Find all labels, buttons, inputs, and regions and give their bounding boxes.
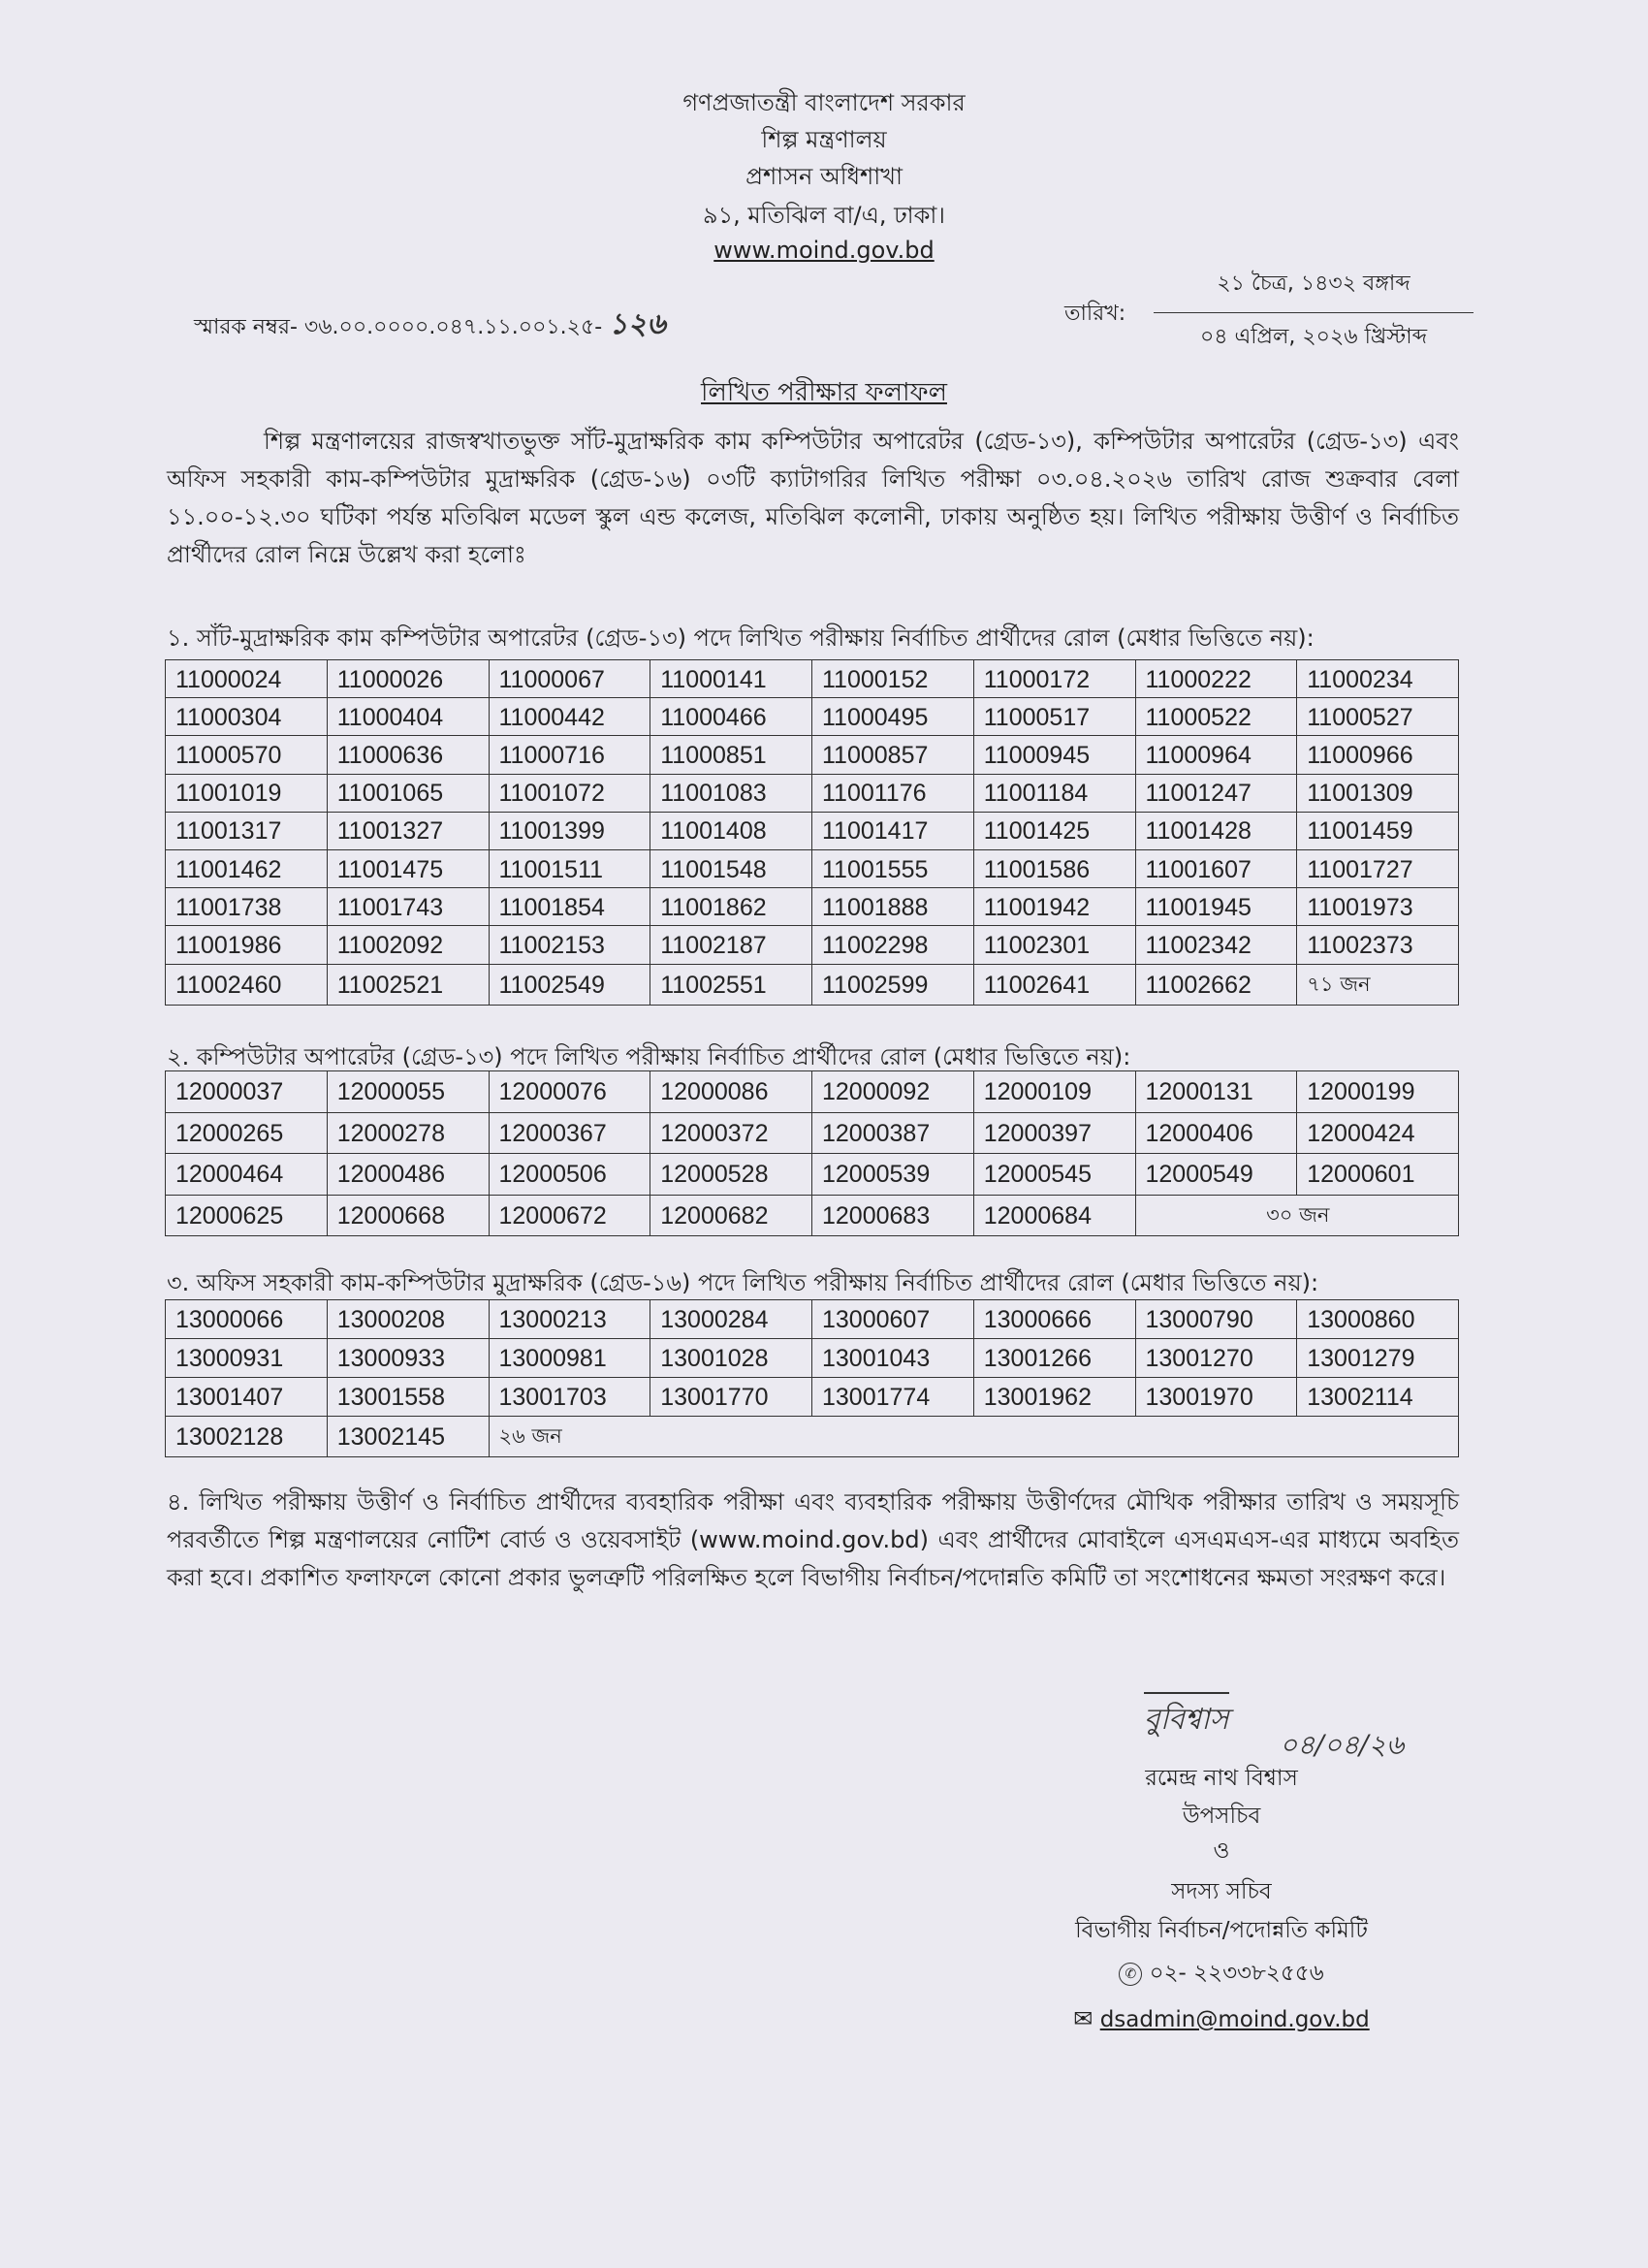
table-row — [166, 888, 1459, 926]
website-link[interactable]: www.moind.gov.bd — [713, 237, 935, 264]
roll-number-cell: 11002599 — [812, 964, 974, 1005]
roll-number-cell: 11000636 — [327, 736, 489, 774]
roll-number-cell: 12000265 — [166, 1112, 328, 1154]
roll-number-cell: 13000860 — [1297, 1300, 1459, 1339]
roll-number-cell: 11000570 — [166, 736, 328, 774]
roll-table-1 — [165, 659, 1459, 1006]
roll-number-cell: 12000506 — [489, 1154, 650, 1196]
roll-number-cell: 12000367 — [489, 1112, 650, 1154]
roll-number-cell: 11001973 — [1297, 888, 1459, 926]
page-title: লিখিত পরীক্ষার ফলাফল — [701, 378, 947, 407]
roll-number-cell: 11002301 — [973, 926, 1135, 964]
mail-icon: ✉ — [1073, 2005, 1093, 2032]
signatory-name: রমেন্দ্র নাথ বিশ্বাস — [1145, 1766, 1298, 1791]
roll-number-cell: 13001043 — [812, 1339, 974, 1378]
email-link[interactable]: dsadmin@moind.gov.bd — [1099, 2007, 1370, 2032]
roll-number-cell: 11000141 — [650, 660, 812, 698]
roll-number-cell: 11002153 — [489, 926, 650, 964]
roll-number-cell: 11002460 — [166, 964, 328, 1005]
roll-number-cell: 13000607 — [812, 1300, 974, 1339]
intro-paragraph: শিল্প মন্ত্রণালয়ের রাজস্বখাতভুক্ত সাঁট-মুদ্রাক্ষরিক কাম কম্পিউটার অপারেটর (গ্রেড-১৩), কম্পিউটার অপারেটর (গ্রেড-১৩) এবং অফিস সহকারী কাম-কম্পিউটার মুদ্রাক্ষরিক (গ্রেড-১৬) ০৩টি ক্যাটাগরির লিখিত পরীক্ষা ০৩.০৪.২০২৬ তারিখ রোজ শুক্রবার বেলা ১১.০০-১২.৩০ ঘটিকা পর্যন্ত মতিঝিল মডেল স্কুল এন্ড কলেজ, মতিঝিল কলোনী, ঢাকায় অনুষ্ঠিত হয়। লিখিত পরীক্ষায় উত্তীর্ণ ও নির্বাচিত প্রার্থীদের রোল নিম্নে উল্লেখ করা হলোঃ — [167, 428, 1459, 568]
roll-number-cell: 11002092 — [327, 926, 489, 964]
roll-number-cell: 11001986 — [166, 926, 328, 964]
roll-number-cell: 11001083 — [650, 774, 812, 812]
roll-number-cell: 11000964 — [1135, 736, 1297, 774]
roll-number-cell: 11001586 — [973, 849, 1135, 887]
handwritten-signature: বুবিশ্বাস — [1144, 1692, 1229, 1745]
table-row — [166, 698, 1459, 736]
roll-number-cell: 11000152 — [812, 660, 974, 698]
phone-line — [1028, 1955, 1415, 1993]
roll-number-cell: 11001309 — [1297, 774, 1459, 812]
roll-number-cell: 12000528 — [650, 1154, 812, 1196]
roll-number-cell: 11000442 — [489, 698, 650, 736]
roll-number-cell: 13001279 — [1297, 1339, 1459, 1378]
roll-number-cell: 11001019 — [166, 774, 328, 812]
roll-number-cell: 12000076 — [489, 1071, 650, 1113]
phone-icon: ✆ — [1119, 1963, 1142, 1986]
ministry-name: শিল্প মন্ত্রণালয় — [761, 126, 887, 153]
total-count-cell: ৩০ জন — [1135, 1195, 1459, 1236]
roll-number-cell: 11000857 — [812, 736, 974, 774]
roll-number-cell: 13000208 — [327, 1300, 489, 1339]
table-row — [166, 1071, 1459, 1113]
roll-number-cell: 11001408 — [650, 812, 812, 849]
roll-table-3 — [165, 1299, 1459, 1457]
phone-number: ০২- ২২৩৩৮২৫৫৬ — [1149, 1961, 1324, 1986]
section-1-heading: ১. সাঁট-মুদ্রাক্ষরিক কাম কম্পিউটার অপারেটর (গ্রেড-১৩) পদে লিখিত পরীক্ষায় নির্বাচিত প্রার্থীদের রোল (মেধার ভিত্তিতে নয়): — [167, 624, 1315, 652]
roll-number-cell: 11000851 — [650, 736, 812, 774]
roll-number-cell: 13001407 — [166, 1378, 328, 1417]
roll-number-cell: 11000945 — [973, 736, 1135, 774]
roll-number-cell: 11001511 — [489, 849, 650, 887]
signatory-role: সদস্য সচিব — [1171, 1879, 1272, 1904]
table-row — [166, 736, 1459, 774]
email-line — [1028, 2005, 1415, 2032]
roll-number-cell: 11000966 — [1297, 736, 1459, 774]
roll-number-cell: 13000666 — [973, 1300, 1135, 1339]
table-row — [166, 1417, 1459, 1457]
roll-number-cell: 12000682 — [650, 1195, 812, 1236]
roll-number-cell: 11001555 — [812, 849, 974, 887]
roll-number-cell: 11001743 — [327, 888, 489, 926]
roll-number-cell: 12000092 — [812, 1071, 974, 1113]
memo-label: স্মারক নম্বর- ৩৬.০০.০০০০.০৪৭.১১.০০১.২৫- — [194, 315, 603, 339]
handwritten-signature-date: ০৪/০৪/২৬ — [1280, 1729, 1405, 1761]
roll-number-cell: 11002549 — [489, 964, 650, 1005]
roll-number-cell: 12000672 — [489, 1195, 650, 1236]
roll-number-cell: 12000372 — [650, 1112, 812, 1154]
roll-number-cell: 11000172 — [973, 660, 1135, 698]
roll-number-cell: 11002187 — [650, 926, 812, 964]
roll-number-cell: 11001607 — [1135, 849, 1297, 887]
roll-number-cell: 11000067 — [489, 660, 650, 698]
roll-number-cell: 12000131 — [1135, 1071, 1297, 1113]
roll-number-cell: 13002114 — [1297, 1378, 1459, 1417]
roll-number-cell: 11001854 — [489, 888, 650, 926]
roll-number-cell: 11001727 — [1297, 849, 1459, 887]
table-row — [166, 1339, 1459, 1378]
section-3-heading: ৩. অফিস সহকারী কাম-কম্পিউটার মুদ্রাক্ষরিক (গ্রেড-১৬) পদে লিখিত পরীক্ষায় নির্বাচিত প্রার্থীদের রোল (মেধার ভিত্তিতে নয়): — [167, 1269, 1319, 1296]
memo-handwritten-number: ১২৬ — [609, 307, 666, 341]
roll-number-cell: 11000026 — [327, 660, 489, 698]
table-row — [166, 1154, 1459, 1196]
roll-number-cell: 12000683 — [812, 1195, 974, 1236]
roll-number-cell: 11000404 — [327, 698, 489, 736]
roll-number-cell: 12000464 — [166, 1154, 328, 1196]
roll-number-cell: 11001862 — [650, 888, 812, 926]
government-name: গণপ্রজাতন্ত্রী বাংলাদেশ সরকার — [682, 89, 966, 116]
date-bangla: ২১ চৈত্র, ১৪৩২ বঙ্গাব্দ — [1217, 272, 1410, 296]
roll-number-cell: 11001548 — [650, 849, 812, 887]
roll-number-cell: 13000931 — [166, 1339, 328, 1378]
roll-number-cell: 13000933 — [327, 1339, 489, 1378]
roll-number-cell: 13001266 — [973, 1339, 1135, 1378]
roll-number-cell: 13001962 — [973, 1378, 1135, 1417]
roll-number-cell: 12000424 — [1297, 1112, 1459, 1154]
roll-number-cell: 11001417 — [812, 812, 974, 849]
roll-number-cell: 12000601 — [1297, 1154, 1459, 1196]
roll-number-cell: 11002342 — [1135, 926, 1297, 964]
roll-number-cell: 11001738 — [166, 888, 328, 926]
roll-number-cell: 13002128 — [166, 1417, 328, 1457]
table-row — [166, 1300, 1459, 1339]
table-row — [166, 660, 1459, 698]
roll-number-cell: 11001945 — [1135, 888, 1297, 926]
roll-number-cell: 11002373 — [1297, 926, 1459, 964]
roll-number-cell: 12000625 — [166, 1195, 328, 1236]
date-divider — [1154, 312, 1474, 313]
roll-number-cell: 11002641 — [973, 964, 1135, 1005]
roll-number-cell: 11002551 — [650, 964, 812, 1005]
roll-number-cell: 13001970 — [1135, 1378, 1297, 1417]
roll-number-cell: 11002298 — [812, 926, 974, 964]
roll-number-cell: 11000716 — [489, 736, 650, 774]
roll-number-cell: 11000466 — [650, 698, 812, 736]
roll-number-cell: 13001028 — [650, 1339, 812, 1378]
roll-number-cell: 13000981 — [489, 1339, 650, 1378]
roll-number-cell: 11001888 — [812, 888, 974, 926]
roll-number-cell: 11001399 — [489, 812, 650, 849]
roll-number-cell: 11001942 — [973, 888, 1135, 926]
total-count-cell: ৭১ জন — [1297, 964, 1459, 1005]
roll-number-cell: 11000222 — [1135, 660, 1297, 698]
roll-number-cell: 11000234 — [1297, 660, 1459, 698]
roll-number-cell: 11000024 — [166, 660, 328, 698]
table-row — [166, 964, 1459, 1005]
total-count-cell: ২৬ জন — [489, 1417, 1459, 1457]
roll-number-cell: 12000037 — [166, 1071, 328, 1113]
roll-number-cell: 11001459 — [1297, 812, 1459, 849]
date-label: তারিখ: — [1064, 302, 1126, 326]
roll-number-cell: 12000199 — [1297, 1071, 1459, 1113]
roll-number-cell: 12000397 — [973, 1112, 1135, 1154]
signatory-committee: বিভাগীয় নির্বাচন/পদোন্নতি কমিটি — [1075, 1918, 1368, 1943]
roll-number-cell: 12000545 — [973, 1154, 1135, 1196]
roll-number-cell: 11000527 — [1297, 698, 1459, 736]
roll-number-cell: 12000486 — [327, 1154, 489, 1196]
roll-number-cell: 12000278 — [327, 1112, 489, 1154]
roll-number-cell: 13000066 — [166, 1300, 328, 1339]
roll-table-2 — [165, 1070, 1459, 1236]
roll-number-cell: 11000517 — [973, 698, 1135, 736]
roll-number-cell: 11001475 — [327, 849, 489, 887]
roll-number-cell: 13000790 — [1135, 1300, 1297, 1339]
roll-number-cell: 12000086 — [650, 1071, 812, 1113]
address: ৯১, মতিঝিল বা/এ, ঢাকা। — [703, 202, 945, 229]
roll-number-cell: 11001072 — [489, 774, 650, 812]
memo-number — [194, 301, 666, 350]
roll-number-cell: 11000304 — [166, 698, 328, 736]
roll-number-cell: 11001425 — [973, 812, 1135, 849]
table-row — [166, 926, 1459, 964]
roll-number-cell: 11002521 — [327, 964, 489, 1005]
roll-number-cell: 13001270 — [1135, 1339, 1297, 1378]
roll-number-cell: 11000522 — [1135, 698, 1297, 736]
roll-number-cell: 11001428 — [1135, 812, 1297, 849]
roll-number-cell: 12000055 — [327, 1071, 489, 1113]
date-gregorian: ০৪ এপ্রিল, ২০২৬ খ্রিস্টাব্দ — [1199, 325, 1428, 349]
roll-number-cell: 13000213 — [489, 1300, 650, 1339]
note-paragraph: ৪. লিখিত পরীক্ষায় উত্তীর্ণ ও নির্বাচিত প্রার্থীদের ব্যবহারিক পরীক্ষা এবং ব্যবহারিক পরীক্ষায় উত্তীর্ণদের মৌখিক পরীক্ষার তারিখ ও সময়সূচি পরবর্তীতে শিল্প মন্ত্রণালয়ের নোটিশ বোর্ড ও ওয়েবসাইট (www.moind.gov.bd) এবং প্রার্থীদের মোবাইলে এসএমএস-এর মাধ্যমে অবহিত করা হবে। প্রকাশিত ফলাফলে কোনো প্রকার ভুলত্রুটি পরিলক্ষিত হলে বিভাগীয় নির্বাচন/পদোন্নতি কমিটি তা সংশোধনের ক্ষমতা সংরক্ষণ করে। — [167, 1488, 1459, 1591]
roll-number-cell: 13001774 — [812, 1378, 974, 1417]
roll-number-cell: 12000406 — [1135, 1112, 1297, 1154]
table-row — [166, 1112, 1459, 1154]
roll-number-cell: 11001176 — [812, 774, 974, 812]
roll-number-cell: 11001247 — [1135, 774, 1297, 812]
table-row — [166, 812, 1459, 849]
roll-number-cell: 13001558 — [327, 1378, 489, 1417]
section-2-heading: ২. কম্পিউটার অপারেটর (গ্রেড-১৩) পদে লিখিত পরীক্ষায় নির্বাচিত প্রার্থীদের রোল (মেধার ভিত্তিতে নয়): — [167, 1043, 1131, 1070]
roll-number-cell: 11001184 — [973, 774, 1135, 812]
roll-number-cell: 12000387 — [812, 1112, 974, 1154]
branch-name: প্রশাসন অধিশাখা — [745, 163, 903, 190]
roll-number-cell: 12000109 — [973, 1071, 1135, 1113]
roll-number-cell: 11000495 — [812, 698, 974, 736]
roll-number-cell: 11001327 — [327, 812, 489, 849]
roll-number-cell: 11002662 — [1135, 964, 1297, 1005]
roll-number-cell: 11001462 — [166, 849, 328, 887]
roll-number-cell: 13002145 — [327, 1417, 489, 1457]
roll-number-cell: 13001770 — [650, 1378, 812, 1417]
table-row — [166, 849, 1459, 887]
roll-number-cell: 11001317 — [166, 812, 328, 849]
roll-number-cell: 11001065 — [327, 774, 489, 812]
table-row — [166, 1195, 1459, 1236]
roll-number-cell: 12000549 — [1135, 1154, 1297, 1196]
roll-number-cell: 13000284 — [650, 1300, 812, 1339]
roll-number-cell: 12000684 — [973, 1195, 1135, 1236]
roll-number-cell: 13001703 — [489, 1378, 650, 1417]
table-row — [166, 774, 1459, 812]
signatory-designation: উপসচিব — [1182, 1804, 1261, 1829]
roll-number-cell: 12000539 — [812, 1154, 974, 1196]
roll-number-cell: 12000668 — [327, 1195, 489, 1236]
signatory-and: ও — [1213, 1838, 1230, 1864]
table-row — [166, 1378, 1459, 1417]
